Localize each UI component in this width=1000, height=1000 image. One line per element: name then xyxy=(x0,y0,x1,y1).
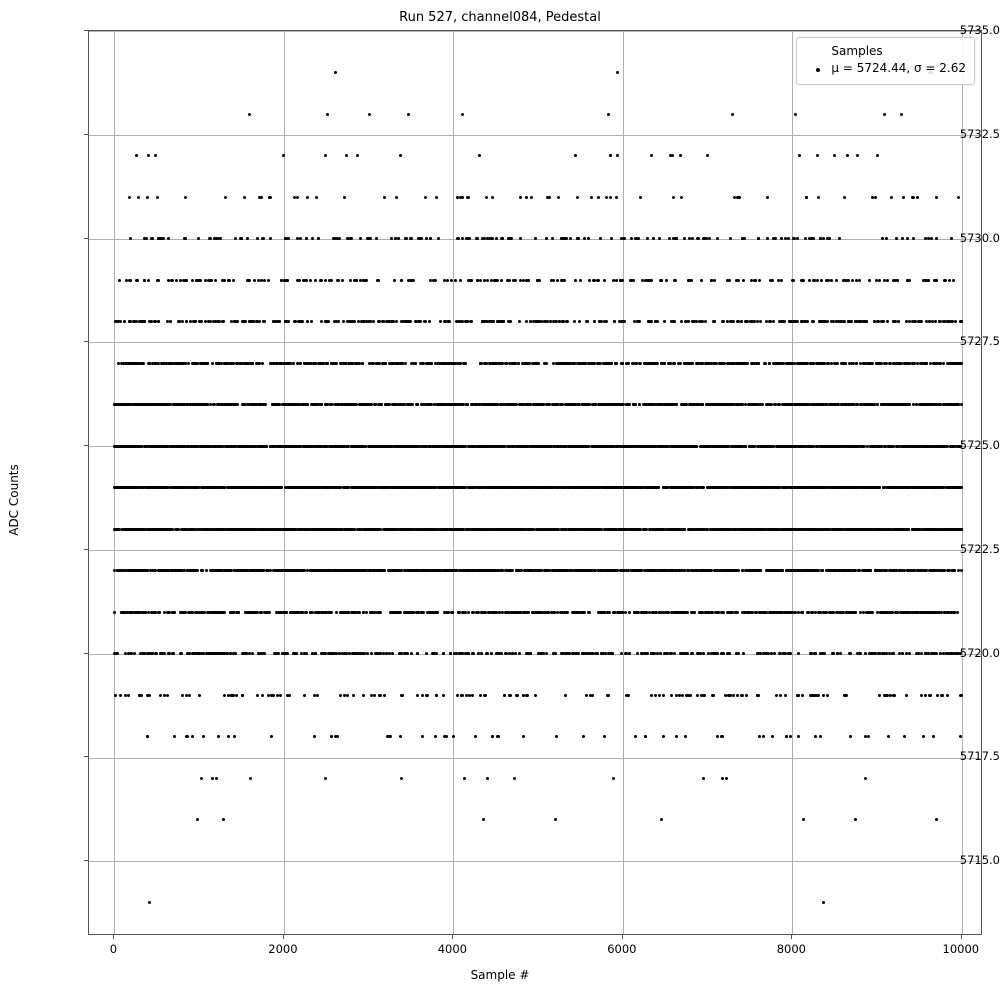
gridline-vertical xyxy=(962,31,963,934)
x-axis-label: Sample # xyxy=(470,968,530,982)
y-tick-mark xyxy=(84,341,88,342)
y-tick-label: 5720.0 xyxy=(959,645,1000,660)
gridline-vertical xyxy=(114,31,115,934)
legend-title-row xyxy=(805,43,966,60)
y-tick-label: 5715.0 xyxy=(959,853,1000,868)
gridline-horizontal xyxy=(89,758,981,759)
gridline-horizontal xyxy=(89,135,981,136)
legend xyxy=(796,37,975,85)
x-tick-label: 8000 xyxy=(776,942,806,956)
x-tick-mark xyxy=(452,935,453,939)
x-tick-mark xyxy=(283,935,284,939)
x-tick-label: 6000 xyxy=(607,942,637,956)
x-tick-mark xyxy=(622,935,623,939)
y-tick-mark xyxy=(84,756,88,757)
x-tick-mark xyxy=(113,935,114,939)
y-tick-label: 5727.5 xyxy=(959,334,1000,349)
x-tick-label: 0 xyxy=(109,942,118,956)
legend-entry-label: μ = 5724.44, σ = 2.62 xyxy=(831,61,966,76)
chart-title: Run 527, channel084, Pedestal xyxy=(399,10,601,25)
x-tick-mark xyxy=(961,935,962,939)
legend-title: Samples xyxy=(831,44,883,58)
plot-area xyxy=(88,30,982,935)
y-tick-label: 5732.5 xyxy=(959,126,1000,141)
y-axis-label: ADC Counts xyxy=(7,464,21,536)
y-tick-label: 5725.0 xyxy=(959,438,1000,453)
gridline-horizontal xyxy=(89,861,981,862)
gridline-horizontal xyxy=(89,550,981,551)
x-tick-label: 10000 xyxy=(942,942,980,956)
gridline-horizontal xyxy=(89,342,981,343)
gridline-vertical xyxy=(453,31,454,934)
x-tick-label: 2000 xyxy=(268,942,298,956)
y-tick-mark xyxy=(84,134,88,135)
point-marker-icon xyxy=(805,60,831,77)
gridline-vertical xyxy=(623,31,624,934)
y-tick-label: 5717.5 xyxy=(959,749,1000,764)
y-tick-mark xyxy=(84,238,88,239)
y-tick-label: 5735.0 xyxy=(959,23,1000,37)
gridline-vertical xyxy=(792,31,793,934)
y-tick-label: 5722.5 xyxy=(959,541,1000,556)
x-tick-label: 4000 xyxy=(437,942,468,956)
y-tick-mark xyxy=(84,860,88,861)
y-tick-mark xyxy=(84,653,88,654)
gridline-horizontal xyxy=(89,31,981,32)
gridline-vertical xyxy=(284,31,285,934)
legend-entry xyxy=(805,60,966,77)
y-tick-mark xyxy=(84,445,88,446)
x-tick-mark xyxy=(791,935,792,939)
y-tick-mark xyxy=(84,549,88,550)
y-tick-mark xyxy=(84,30,88,31)
y-tick-label: 5730.0 xyxy=(959,230,1000,245)
